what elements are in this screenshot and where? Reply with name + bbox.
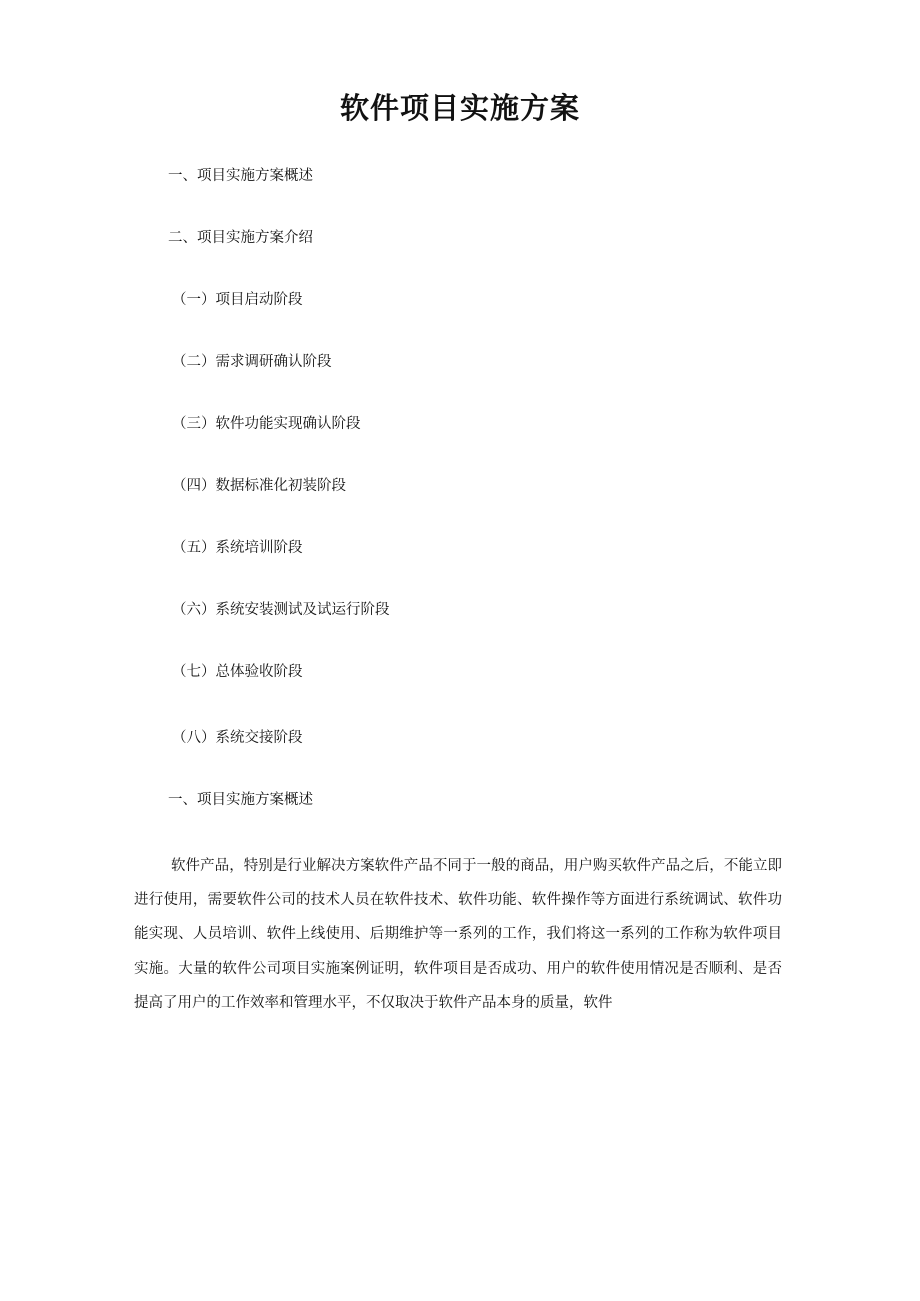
toc-item-sub8: （八）系统交接阶段 — [172, 730, 303, 746]
toc-item-sub1: （一）项目启动阶段 — [172, 292, 303, 308]
toc-item-sub2: （二）需求调研确认阶段 — [172, 354, 332, 370]
body-paragraph: 软件产品，特别是行业解决方案软件产品不同于一般的商品，用户购买软件产品之后，不能立即进行使用，需要软件公司的技术人员在软件技术、软件功能、软件操作等方面进行系统调试、软件功能实现、人员培训、软件上线使用、后期维护等一系列的工作，我们将这一系列的工作称为软件项目实施。大量的软件公司项目实施案例证明，软件项目是否成功、用户的软件使用情况是否顺利、是否提高了用户的工作效率和管理水平，不仅取决于软件产品本身的质量，软件 — [134, 858, 782, 1011]
toc-item-sub6: （六）系统安装测试及试运行阶段 — [172, 602, 390, 618]
toc-item-sub5: （五）系统培训阶段 — [172, 540, 303, 556]
toc-item-sub3: （三）软件功能实现确认阶段 — [172, 416, 361, 432]
toc-item-section1: 一、项目实施方案概述 — [168, 168, 313, 184]
section-heading: 一、项目实施方案概述 — [168, 792, 313, 808]
toc-item-sub4: （四）数据标准化初装阶段 — [172, 478, 346, 494]
toc-item-sub7: （七）总体验收阶段 — [172, 664, 303, 680]
document-title: 软件项目实施方案 — [339, 91, 580, 125]
toc-item-section2: 二、项目实施方案介绍 — [168, 230, 313, 246]
